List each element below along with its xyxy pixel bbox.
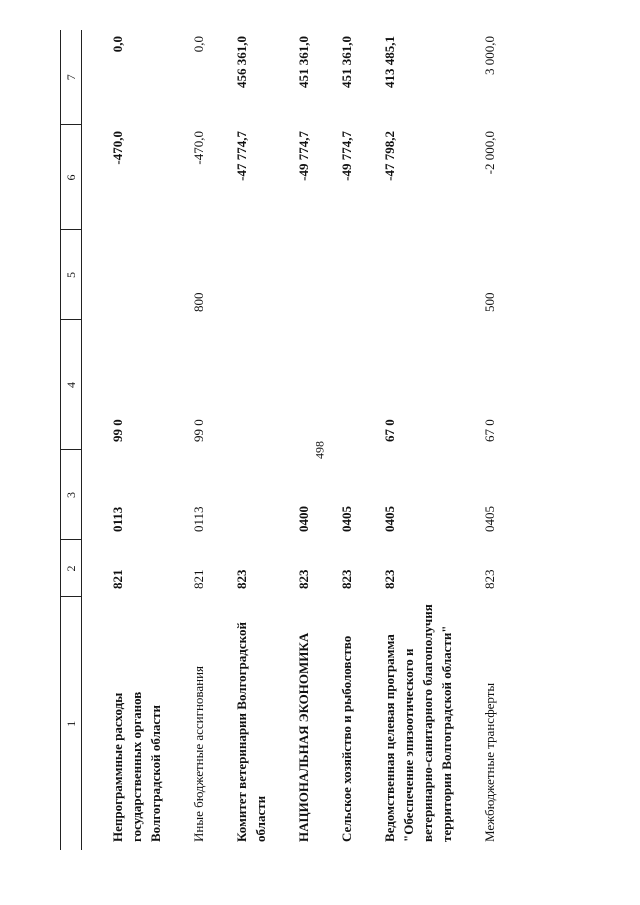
- column-header: 2: [61, 540, 82, 597]
- cell-col6: -470,0: [191, 131, 206, 165]
- cell-col4: [208, 320, 270, 450]
- table-row: [356, 30, 456, 850]
- row-name: Межбюджетные трансферты: [482, 682, 497, 842]
- cell-col5: [82, 230, 166, 320]
- row-name: Ведомственная целевая программа "Обеспечение эпизоотического и ветеринарно-санитарного благополучия территории Волгоградской области": [382, 604, 454, 842]
- cell-col3: 0113: [191, 506, 206, 532]
- row-name: Сельское хозяйство и рыболовство: [339, 635, 354, 842]
- cell-col6: -47 774,7: [234, 131, 249, 181]
- cell-col3: 0400: [296, 506, 311, 532]
- column-header: 4: [61, 320, 82, 450]
- table-row: [165, 30, 208, 850]
- cell-col3: 0405: [382, 506, 397, 532]
- column-header: 7: [61, 30, 82, 125]
- cell-col3: [208, 450, 270, 540]
- cell-col4: [313, 320, 356, 450]
- cell-col6: -49 774,7: [339, 131, 354, 181]
- column-header: 3: [61, 450, 82, 540]
- cell-col2: 823: [234, 569, 249, 589]
- cell-col5: [356, 230, 456, 320]
- row-name: Иные бюджетные ассигнования: [191, 665, 206, 842]
- cell-col7: 451 361,0: [339, 36, 354, 88]
- budget-table: [60, 30, 499, 850]
- cell-col7: 0,0: [191, 36, 206, 53]
- table-row: [313, 30, 356, 850]
- row-name: НАЦИОНАЛЬНАЯ ЭКОНОМИКА: [296, 632, 311, 842]
- cell-col3: 0113: [110, 506, 125, 532]
- cell-col4: 67 0: [482, 419, 497, 442]
- table-row: [270, 30, 313, 850]
- cell-col7: 456 361,0: [234, 36, 249, 88]
- cell-col6: -2 000,0: [482, 131, 497, 175]
- cell-col6: -470,0: [110, 131, 125, 165]
- cell-col2: 823: [482, 569, 497, 589]
- cell-col4: 67 0: [382, 419, 397, 442]
- cell-col7: 451 361,0: [296, 36, 311, 88]
- column-header: 6: [61, 125, 82, 230]
- table-row: [456, 30, 499, 850]
- header-row: [61, 30, 82, 850]
- cell-col4: 99 0: [191, 419, 206, 442]
- cell-col5: [270, 230, 313, 320]
- cell-col2: 823: [339, 569, 354, 589]
- cell-col6: -49 774,7: [296, 131, 311, 181]
- table-row: [208, 30, 270, 850]
- cell-col4: 99 0: [110, 419, 125, 442]
- cell-col3: 0405: [339, 506, 354, 532]
- table-row: [82, 30, 166, 850]
- cell-col2: 821: [110, 569, 125, 589]
- column-header: 5: [61, 230, 82, 320]
- row-name: Комитет ветеринарии Волгоградской области: [234, 622, 268, 842]
- cell-col6: -47 798,2: [382, 131, 397, 181]
- cell-col2: 823: [296, 569, 311, 589]
- cell-col7: 3 000,0: [482, 36, 497, 75]
- cell-col3: 0405: [482, 506, 497, 532]
- cell-col4: [270, 320, 313, 450]
- row-name: Непрограммные расходы государственных органов Волгоградской области: [110, 691, 163, 842]
- column-header: 1: [61, 597, 82, 850]
- cell-col7: 413 485,1: [382, 36, 397, 88]
- rotated-page-content: [60, 30, 590, 850]
- cell-col5: 800: [191, 292, 206, 312]
- cell-col5: [208, 230, 270, 320]
- cell-col5: 500: [482, 292, 497, 312]
- cell-col2: 823: [382, 569, 397, 589]
- cell-col7: 0,0: [110, 36, 125, 53]
- cell-col2: 821: [191, 569, 206, 589]
- page-number: 498: [312, 441, 327, 459]
- cell-col5: [313, 230, 356, 320]
